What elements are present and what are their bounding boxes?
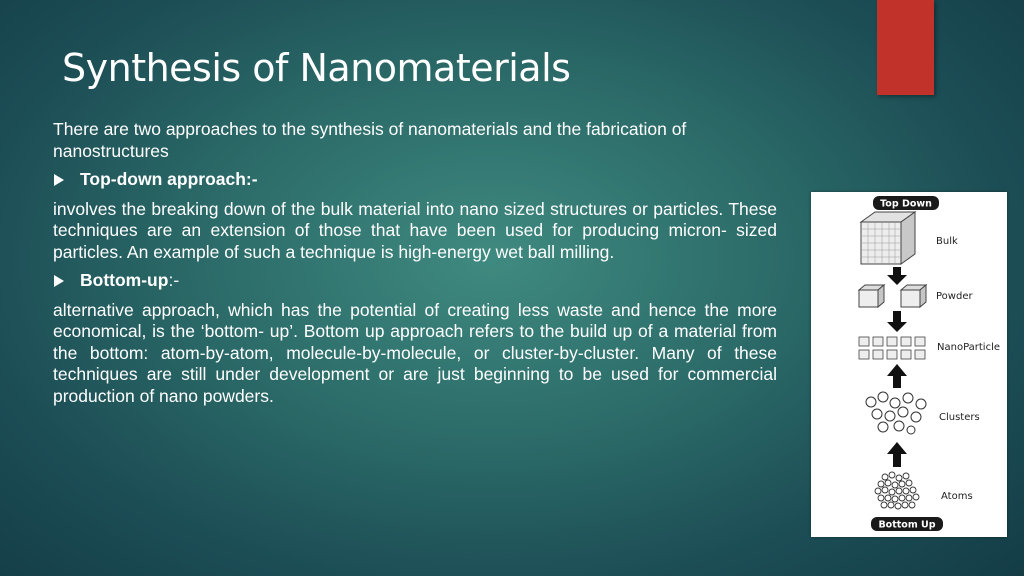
bullet-arrow-icon — [54, 275, 64, 287]
stage-label-powder: Powder — [936, 291, 973, 302]
bottom-up-body: alternative approach, which has the potential of creating less waste and hence the more economical, is the ‘bottom- up’. Bottom up approach refers to the build up of a material from the bottom: atom-by-atom, molecule-by-molecule, or cluster-by-cluster. Many of these techniques are still under development or are just beginning to be used for commercial production of nano powders. — [53, 299, 777, 406]
arrow-up-icon — [887, 442, 907, 467]
intro-text: There are two approaches to the synthesis of nanomaterials and the fabrication of nanostructures — [53, 119, 687, 161]
diagram-svg — [811, 192, 1007, 537]
accent-tab — [877, 0, 934, 95]
bottom-up-pill-label: Bottom Up — [878, 519, 936, 531]
stage-label-clusters: Clusters — [939, 412, 980, 423]
stage-label-bulk: Bulk — [936, 236, 958, 247]
atoms-icon — [875, 472, 919, 509]
slide-body — [53, 119, 777, 414]
bottom-up-heading — [53, 270, 777, 292]
bottom-up-pill — [871, 517, 943, 531]
top-down-bottom-up-diagram — [811, 192, 1007, 537]
top-down-pill-label: Top Down — [880, 198, 932, 210]
arrow-down-icon — [887, 267, 907, 285]
powder-cubes-icon — [859, 285, 926, 307]
top-down-heading-text: Top-down approach:- — [80, 169, 258, 189]
stage-label-nanoparticle: NanoParticle — [937, 342, 1001, 353]
arrow-up-icon — [887, 364, 907, 388]
stage-label-atoms: Atoms — [941, 491, 973, 502]
bulk-cube-icon — [861, 212, 915, 264]
clusters-icon — [866, 392, 926, 434]
arrow-down-icon — [887, 311, 907, 332]
bottom-up-heading-suffix: :- — [168, 270, 180, 290]
bullet-arrow-icon — [54, 174, 64, 186]
nanoparticle-cubes-icon — [859, 337, 925, 359]
top-down-heading — [53, 169, 777, 191]
top-down-pill — [873, 196, 939, 210]
slide-title: Synthesis of Nanomaterials — [62, 46, 571, 90]
top-down-body: involves the breaking down of the bulk material into nano sized structures or particles. These techniques are an extension of those that have been used for producing micron- sized particles. An example of such a technique is high-energy wet ball milling. — [53, 198, 777, 262]
bottom-up-heading-text: Bottom-up — [80, 270, 169, 290]
